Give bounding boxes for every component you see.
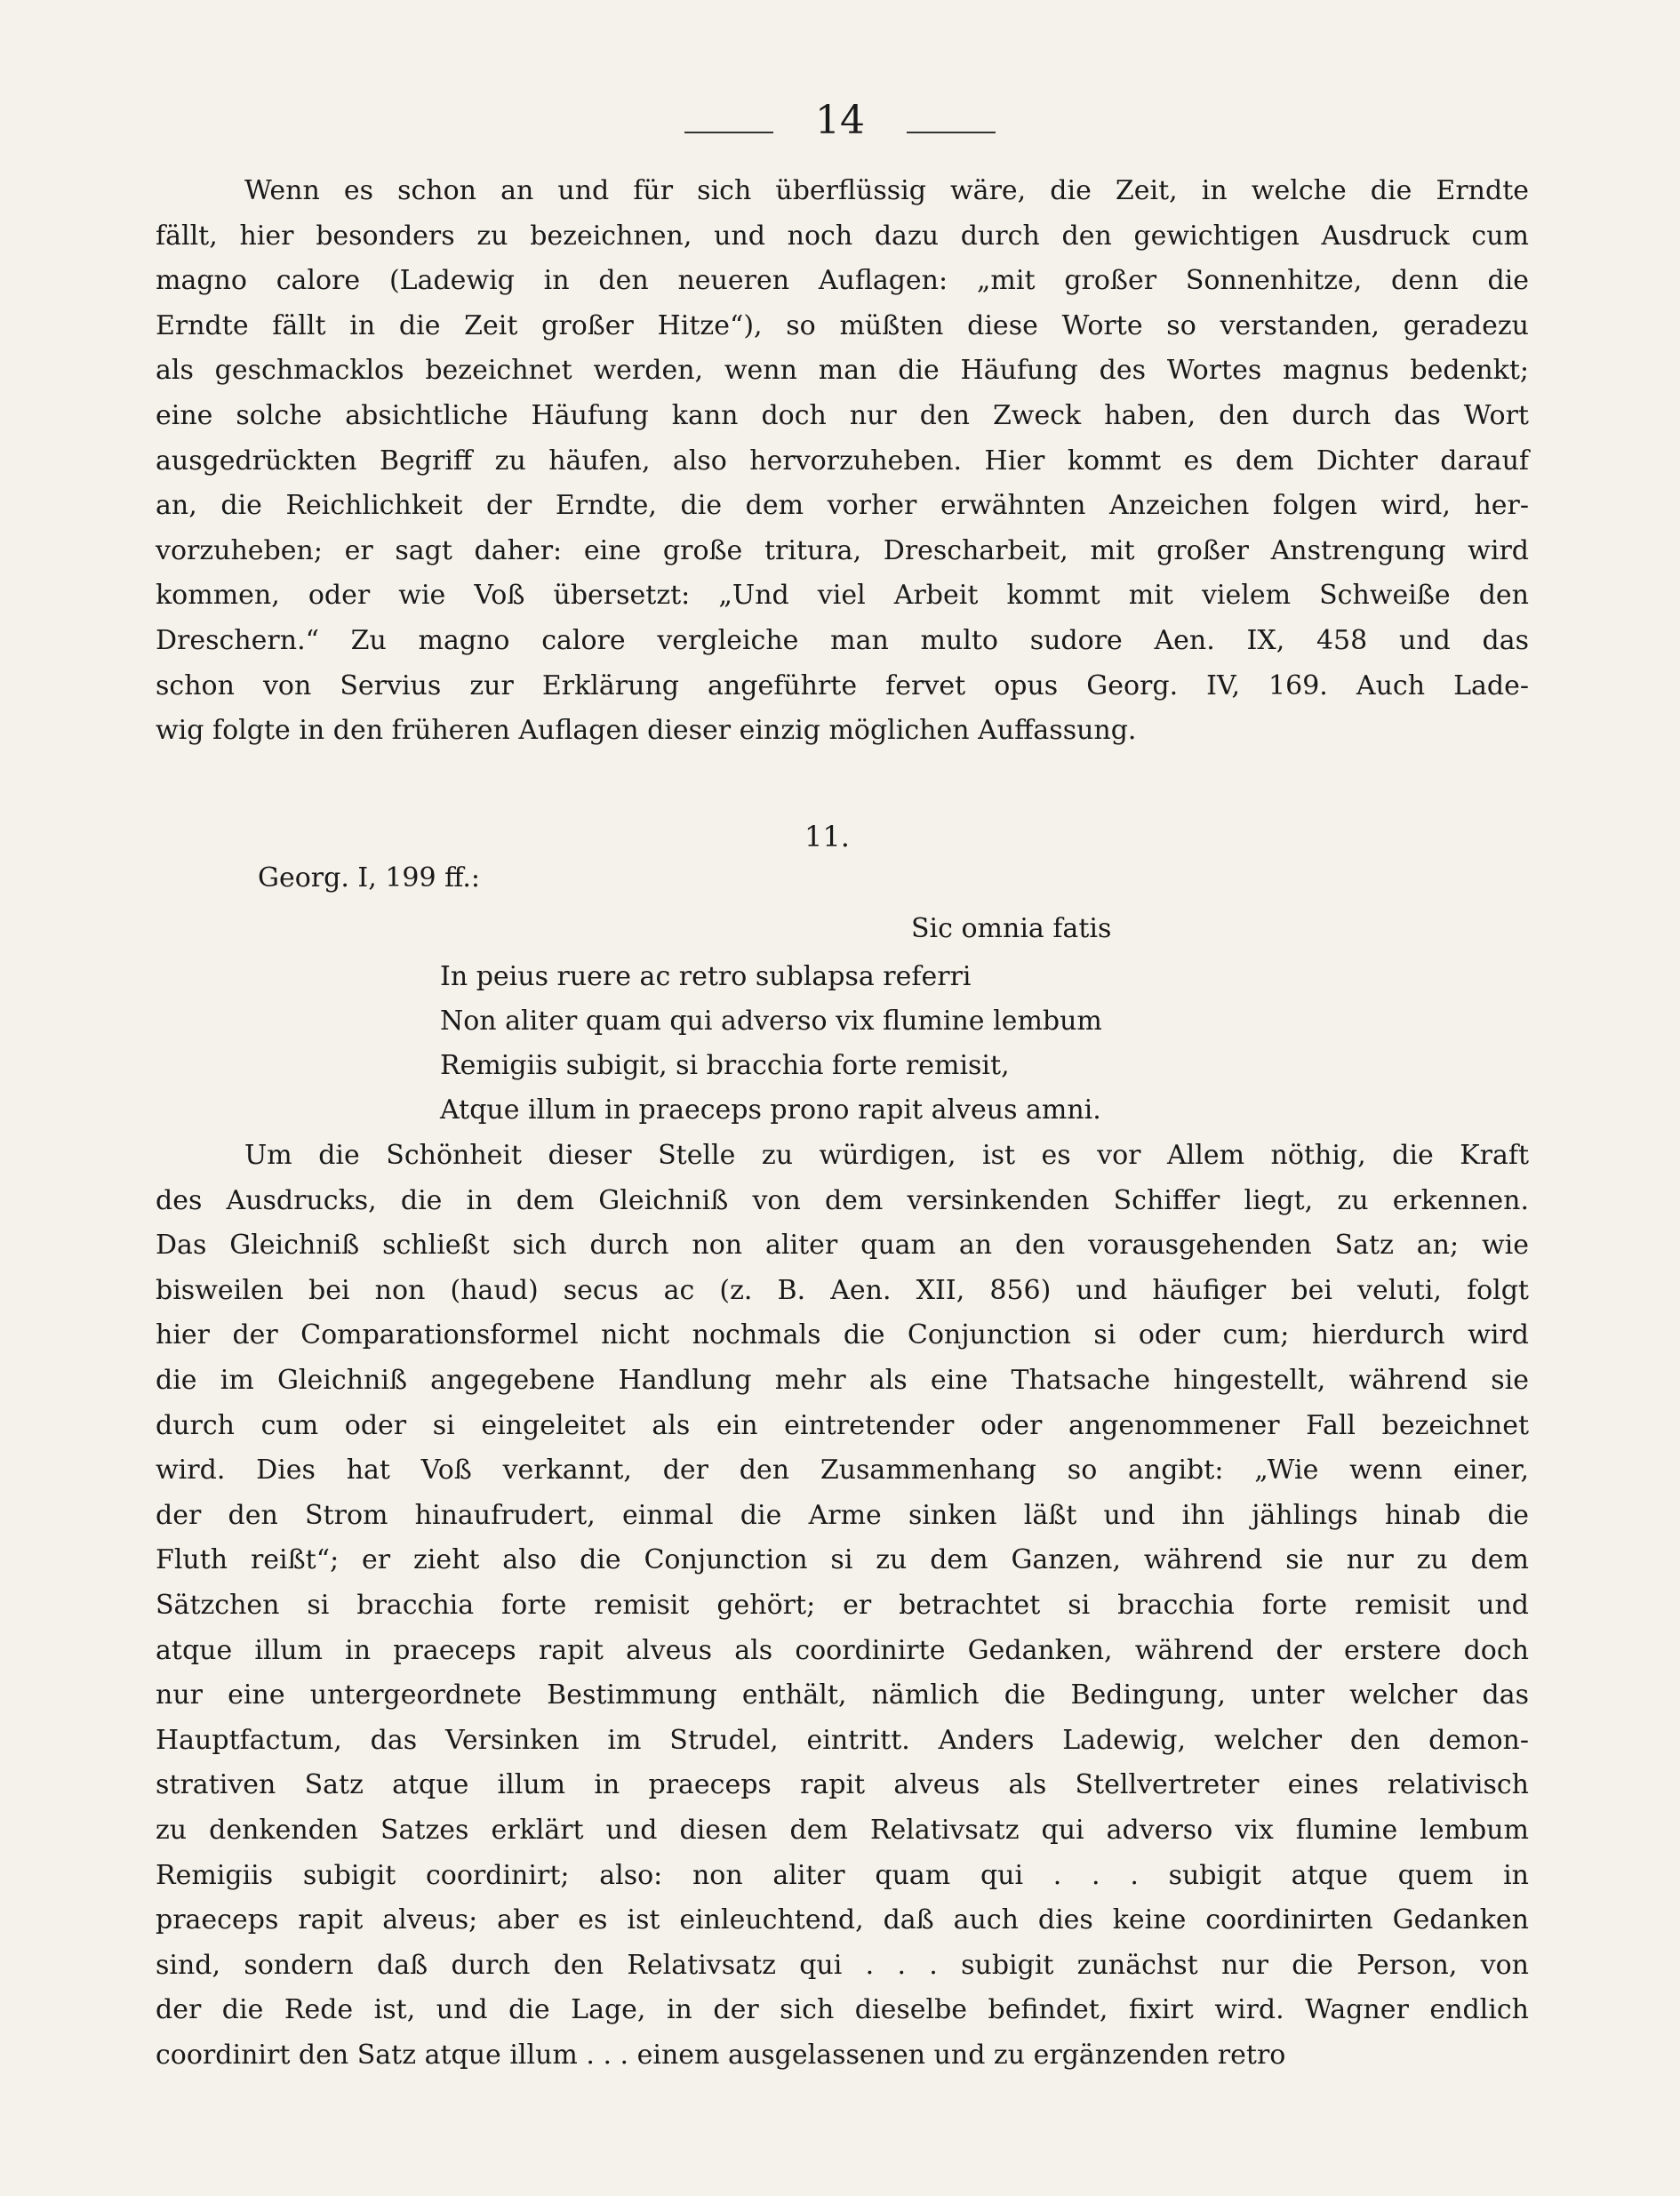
text-line: wird. Dies hat Voß verkannt, der den Zusammenhang so angibt: „Wie wenn einer, <box>156 1455 1529 1487</box>
text-line: fällt, hier besonders zu bezeichnen, und noch dazu durch den gewichtigen Ausdruck cum <box>156 220 1529 252</box>
text-line: Wenn es schon an und für sich überflüssig wäre, die Zeit, in welche die Erndte <box>244 175 1529 206</box>
text-line: der die Rede ist, und die Lage, in der sich dieselbe befindet, fixirt wird. Wagner endlich <box>156 1994 1529 2026</box>
text-line: praeceps rapit alveus; aber es ist einleuchtend, daß auch dies keine coordinirten Gedanken <box>156 1904 1529 1936</box>
paragraph-1 <box>156 169 1529 754</box>
text-line: die im Gleichniß angegebene Handlung mehr als eine Thatsache hingestellt, während sie <box>156 1364 1529 1396</box>
text-line: Um die Schönheit dieser Stelle zu würdigen, ist es vor Allem nöthig, die Kraft <box>244 1140 1529 1171</box>
text-line: Hauptfactum, das Versinken im Strudel, eintritt. Anders Ladewig, welcher den demon- <box>156 1724 1529 1756</box>
text-line: des Ausdrucks, die in dem Gleichniß von dem versinkenden Schiffer liegt, zu erkennen. <box>156 1184 1529 1216</box>
text-line: nur eine untergeordnete Bestimmung enthält, nämlich die Bedingung, unter welcher das <box>156 1679 1529 1711</box>
text-line: sind, sondern daß durch den Relativsatz qui . . . subigit zunächst nur die Person, von <box>156 1949 1529 1981</box>
text-line: ausgedrückten Begriff zu häufen, also hervorzuheben. Hier kommt es dem Dichter darauf <box>156 445 1529 477</box>
header-rule-left <box>684 132 773 133</box>
page-header <box>0 98 1680 151</box>
text-line: schon von Servius zur Erklärung angeführte fervet opus Georg. IV, 169. Auch Lade- <box>156 669 1529 701</box>
text-line: Dreschern.“ Zu magno calore vergleiche man multo sudore Aen. IX, 458 und das <box>156 624 1529 656</box>
header-rule-right <box>907 132 996 133</box>
text-line: strativen Satz atque illum in praeceps rapit alveus als Stellvertreter eines relativisch <box>156 1769 1529 1801</box>
section-number: 11. <box>804 820 850 854</box>
verse-line: In peius ruere ac retro sublapsa referri <box>440 961 972 992</box>
text-line: hier der Comparationsformel nicht nochmals die Conjunction si oder cum; hierdurch wird <box>156 1319 1529 1351</box>
text-line: durch cum oder si eingeleitet als ein eintretender oder angenommener Fall bezeichnet <box>156 1409 1529 1441</box>
verse-line: Non aliter quam qui adverso vix flumine lembum <box>440 1006 1102 1037</box>
page-number: 14 <box>815 98 865 143</box>
verse-line: Atque illum in praeceps prono rapit alveus amni. <box>440 1094 1101 1126</box>
text-line: Erndte fällt in die Zeit großer Hitze“), so müßten diese Worte so verstanden, geradezu <box>156 309 1529 341</box>
text-line: atque illum in praeceps rapit alveus als coordinirte Gedanken, während der erstere doch <box>156 1634 1529 1666</box>
text-line: eine solche absichtliche Häufung kann doch nur den Zweck haben, den durch das Wort <box>156 399 1529 431</box>
text-line: an, die Reichlichkeit der Erndte, die dem vorher erwähnten Anzeichen folgen wird, her- <box>156 490 1529 522</box>
paragraph-2 <box>156 1134 1529 2078</box>
text-line: bisweilen bei non (haud) secus ac (z. B. Aen. XII, 856) und häufiger bei veluti, folgt <box>156 1274 1529 1306</box>
text-line: coordinirt den Satz atque illum . . . einem ausgelassenen und zu ergänzenden retro <box>156 2039 1286 2071</box>
text-line: wig folgte in den früheren Auflagen dieser einzig möglichen Auffassung. <box>156 715 1137 747</box>
text-line: als geschmacklos bezeichnet werden, wenn man die Häufung des Wortes magnus bedenkt; <box>156 355 1529 387</box>
verse-line: Sic omnia fatis <box>911 913 1112 944</box>
text-line: zu denkenden Satzes erklärt und diesen dem Relativsatz qui adverso vix flumine lembum <box>156 1814 1529 1846</box>
text-line: Sätzchen si bracchia forte remisit gehört; er betrachtet si bracchia forte remisit und <box>156 1589 1529 1621</box>
verse-line: Remigiis subigit, si bracchia forte remisit, <box>440 1050 1010 1081</box>
text-line: Das Gleichniß schließt sich durch non aliter quam an den vorausgehenden Satz an; wie <box>156 1230 1529 1262</box>
text-line: Remigiis subigit coordinirt; also: non aliter quam qui . . . subigit atque quem in <box>156 1859 1529 1891</box>
text-line: der den Strom hinaufrudert, einmal die Arme sinken läßt und ihn jählings hinab die <box>156 1499 1529 1531</box>
text-line: magno calore (Ladewig in den neueren Auflagen: „mit großer Sonnenhitze, denn die <box>156 265 1529 297</box>
text-line: Fluth reißt“; er zieht also die Conjunction si zu dem Ganzen, während sie nur zu dem <box>156 1544 1529 1576</box>
text-line: kommen, oder wie Voß übersetzt: „Und viel Arbeit kommt mit vielem Schweiße den <box>156 580 1529 612</box>
text-line: vorzuheben; er sagt daher: eine große tritura, Drescharbeit, mit großer Anstrengung wird <box>156 534 1529 566</box>
section-reference: Georg. I, 199 ff.: <box>258 862 481 894</box>
